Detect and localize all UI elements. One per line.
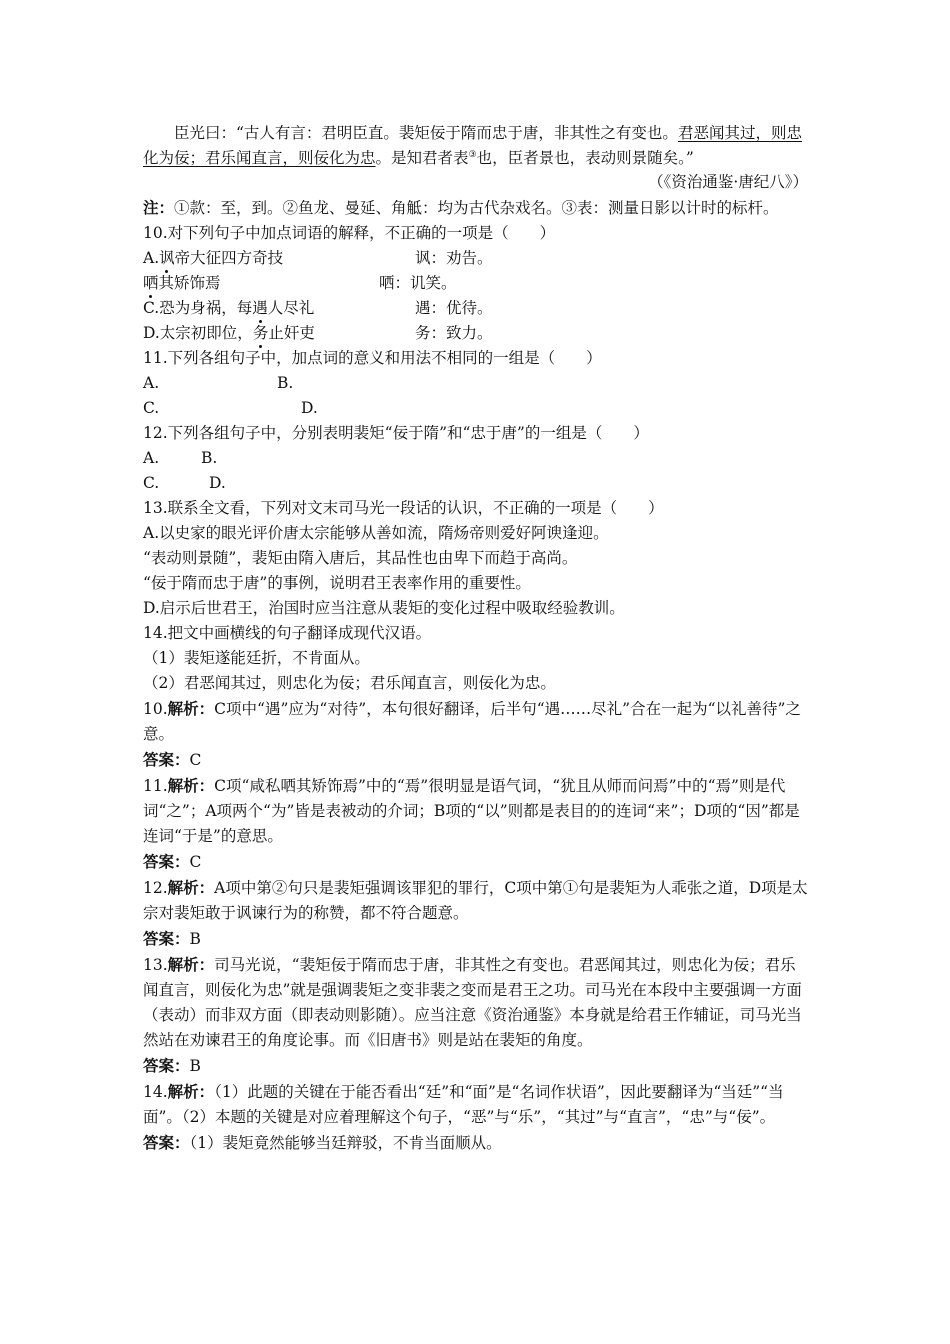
q12-option-b: B.: [201, 449, 218, 467]
passage-paragraph: [143, 121, 810, 170]
analysis-label: 解析：: [167, 1082, 215, 1101]
answer-label: 答案：: [143, 929, 190, 948]
question-11-stem: 11.下列各组句子中，加点词的意义和用法不相同的一组是（ ）: [143, 349, 602, 367]
passage-text: 也，臣者景也，表动则景随矣。”: [476, 148, 694, 167]
answer-14-key: 答案：（1）裴矩竟然能够当廷辩驳，不肯当面顺从。: [143, 1133, 502, 1152]
q13-option-a: A.以史家的眼光评价唐太宗能够从善如流，隋炀帝则爱好阿谀逢迎。: [143, 524, 609, 542]
note-text: ①款：至，到。②鱼龙、曼延、角觝：均为古代杂戏名。③表：测量日影以计时的标杆。: [174, 199, 779, 217]
passage-text: 。是知君者表: [375, 148, 469, 167]
q10-option-a: [143, 246, 810, 271]
dotted-word: 务: [252, 324, 269, 342]
q11-option-b: B.: [277, 374, 294, 392]
q13-option-b: “表动则景随”，裴矩由隋入唐后，其品性也由卑下而趋于高尚。: [143, 549, 578, 567]
answer-10-analysis: 10.解析：C项中“遇”应为“对待”，本句很好翻译，后半句“遇……尽礼”合在一起为“以礼善待”之意。: [143, 699, 801, 743]
answer-label: 答案：: [143, 1056, 190, 1075]
q10-option-d: [143, 321, 810, 346]
q11-options-ab: [143, 371, 810, 396]
source-citation: （《资治通鉴·唐纪八》）: [648, 173, 808, 191]
q12-options-ab: [143, 446, 810, 471]
q10-option-b-sentence: 哂其矫饰焉: [143, 274, 221, 292]
question-13-stem: 13.联系全文看，下列对文末司马光一段话的认识，不正确的一项是（ ）: [143, 499, 664, 517]
answer-12-analysis: 12.解析：A项中第②句只是裴矩强调该罪犯的罪行，C项中第①句是裴矩为人乖张之道，D项是太宗对裴矩敢于讽谏行为的称赞，都不符合题意。: [143, 878, 808, 922]
q10-option-c: [143, 296, 810, 321]
dotted-word: 遇: [252, 299, 268, 317]
q10-option-b-explanation: 哂：讥笑。: [379, 274, 457, 292]
underlined-sentence: 君恶闻其过，则忠化为佞；君乐闻直言，则佞化为忠: [143, 124, 802, 167]
q10-option-a-sentence: A.讽帝大征四方奇技: [143, 249, 284, 267]
answer-11-key: 答案：C: [143, 852, 202, 871]
analysis-label: 解析：: [167, 955, 215, 974]
answer-13-analysis: 13.解析：司马光说，“裴矩佞于隋而忠于唐，非其性之有变也。君恶闻其过，则忠化为佞；君乐闻直言，则佞化为忠”就是强调裴矩之变非裴之变而是君王之功。司马光在本段中主要强调一方面（表动）而非双方面（即表动则影随）。应当注意《资治通鉴》本身就是给君王作辅证，司马光当然站在劝谏君王的角度论事。而《旧唐书》则是站在裴矩的角度。: [143, 955, 802, 1049]
analysis-label: 解析：: [167, 699, 215, 718]
answer-12-key: 答案：B: [143, 929, 201, 948]
dotted-word: 讽: [159, 249, 175, 267]
answer-13-key: 答案：B: [143, 1056, 201, 1075]
q12-option-a: A.: [143, 449, 160, 467]
q10-option-a-explanation: 讽：劝告。: [415, 249, 493, 267]
q10-option-d-explanation: 务：致力。: [415, 324, 493, 342]
analysis-label: 解析：: [167, 878, 215, 897]
note-label: 注：: [143, 198, 175, 217]
q11-option-a: A.: [143, 374, 160, 392]
q12-option-c: C.: [143, 474, 160, 492]
answer-label: 答案：: [143, 750, 190, 769]
passage-text: 臣光曰：“古人有言：君明臣直。裴矩佞于隋而忠于唐，非其性之有变也。: [174, 124, 678, 142]
q14-sentence-2: （2）君恶闻其过，则忠化为佞；君乐闻直言，则佞化为忠。: [143, 674, 556, 692]
question-10-stem: 10.对下列句子中加点词语的解释，不正确的一项是（ ）: [143, 224, 556, 242]
answer-10-key: 答案：C: [143, 750, 202, 769]
answer-label: 答案：: [143, 852, 190, 871]
q12-options-cd: [143, 471, 810, 496]
q10-option-c-sentence: C.恐为身祸，每遇人尽礼: [143, 299, 315, 317]
dotted-word: 哂: [143, 274, 159, 292]
q11-option-d: D.: [301, 399, 318, 417]
q11-options-cd: [143, 396, 810, 421]
q11-option-c: C.: [143, 399, 160, 417]
q13-option-c: “佞于隋而忠于唐”的事例，说明君王表率作用的重要性。: [143, 574, 531, 592]
question-12-stem: 12.下列各组句子中，分别表明裴矩“佞于隋”和“忠于唐”的一组是（ ）: [143, 424, 649, 442]
notes: [143, 195, 810, 221]
answer-14-analysis: 14.解析：（1）此题的关键在于能否看出“廷”和“面”是“名词作状语”，因此要翻译为“当廷”“当面”。（2）本题的关键是对应着理解这个句子，“恶”与“乐”，“其过”与“直言”，“忠”与“佞”。: [143, 1082, 784, 1126]
q14-sentence-1: （1）裴矩遂能廷折，不肯面从。: [143, 649, 370, 667]
analysis-label: 解析：: [167, 776, 215, 795]
q12-option-d: D.: [209, 474, 226, 492]
question-14-stem: 14.把文中画横线的句子翻译成现代汉语。: [143, 624, 432, 642]
q13-option-d: D.启示后世君王，治国时应当注意从裴矩的变化过程中吸取经验教训。: [143, 599, 625, 617]
q10-option-d-sentence: D.太宗初即位，务止奸吏: [143, 324, 315, 342]
answer-11-analysis: 11.解析：C项“咸私哂其矫饰焉”中的“焉”很明显是语气词，“犹且从师而问焉”中的“焉”则是代词“之”；A项两个“为”皆是表被动的介词；B项的“以”则都是表目的的连词“来”；D项的“因”都是连词“于是”的意思。: [143, 776, 800, 845]
q10-option-b: [143, 271, 810, 296]
footnote-marker: ③: [468, 149, 477, 160]
q10-option-c-explanation: 遇：优待。: [415, 299, 493, 317]
answer-label: 答案：: [143, 1133, 190, 1152]
